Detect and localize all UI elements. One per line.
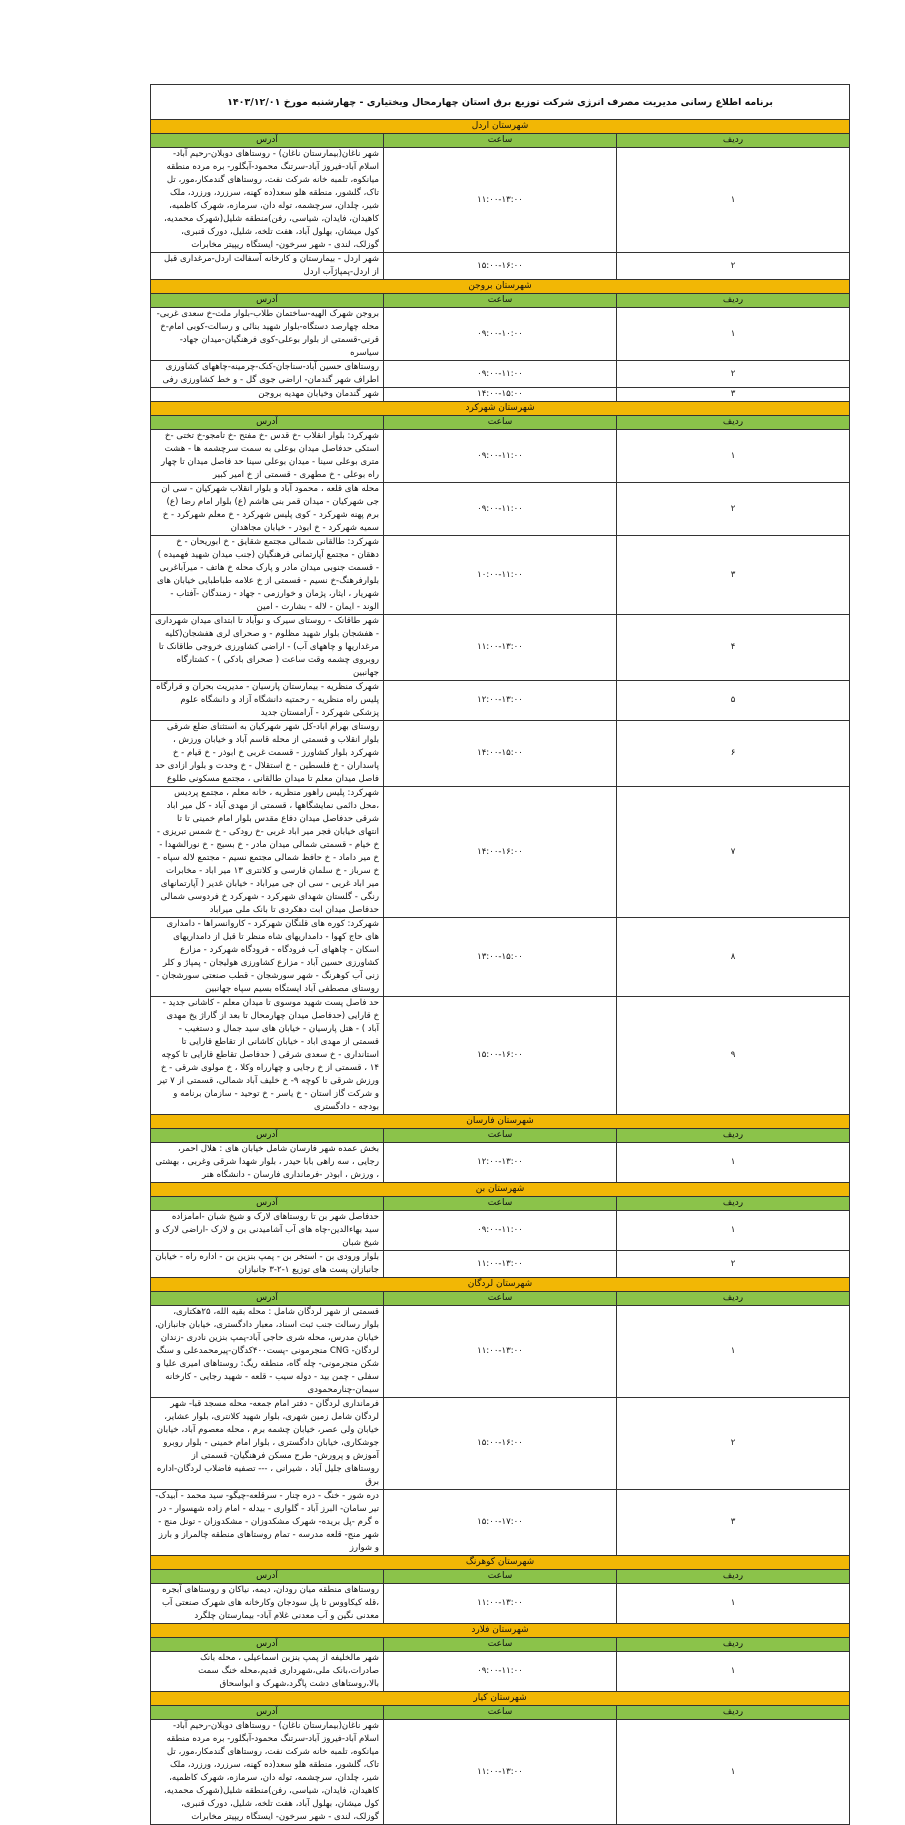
table-row	[151, 681, 850, 721]
header-radif: ردیف	[617, 1129, 850, 1143]
outage-time: ۱۲:۰۰-۱۳:۰۰	[384, 681, 617, 721]
table-row	[151, 918, 850, 997]
table-row	[151, 1490, 850, 1556]
table-row	[151, 308, 850, 361]
outage-address: شهر اردل - بیمارستان و کارخانه آسفالت اردل-مرغداری قبل از اردل-پمپاژآب اردل	[151, 253, 384, 280]
outage-time: ۱۴:۰۰-۱۶:۰۰	[384, 787, 617, 918]
city-section-row	[151, 120, 850, 134]
city-name: شهرستان لردگان	[151, 1278, 850, 1292]
column-header-row	[151, 1197, 850, 1211]
outage-address: روستاهای منطقه میان رودان، دیمه، نیاکان و روستاهای آبجره ،قله کیکاووس تا پل سودجان وکارخانه های شهرک صنعتی آب معدنی نگین و آب معدنی غلام آباد- بیمارستان چلگرد	[151, 1584, 384, 1624]
header-address: آدرس	[151, 294, 384, 308]
outage-address: شهر طاقانک - روستای سیرک و نوآباد تا ابتدای میدان شهرداری - هفشجان بلوار شهید مظلوم - و صحرای لری هفشجان(کلیه مرغداریها و چاههای آب) - اراضی کشاورزی خروجی طاقانک تا روبروی چشمه وقت ساعت ( صحرای بادکی ) - کشتارگاه جهانبین	[151, 615, 384, 681]
outage-address: شهرکرد: پلیس راهور منظریه ، خانه معلم ، مجتمع پردیس ،محل دائمی نمایشگاهها ، قسمتی از مهدی آباد - کل میر اباد شرقی حدفاصل میدان دفاع مقدس بلوار امام خمینی تا تا انتهای خیابان فجر میر اباد غربی -خ رودکی - خ شمس تبریزی - خ خیام - قسمتی شمالی میدان مادر - خ بسیج - خ نورالشهدا - خ میر داماد - خ حافظ شمالی مجتمع نسیم - مجتمع لاله سپاه - خ سرباز - خ سلمان فارسی و کلانتری ۱۳ میر اباد - مخابرات میر اباد غربی - سی ان جی میراباد - خیابان غدیر ( آپارتمانهای رنگی - گلستان شهدای شهرکرد - شهرکرد خ فردوسی شمالی حدفاصل میدان ابت دهکردی تا بانک ملی میراباد	[151, 787, 384, 918]
city-name: شهرستان کیار	[151, 1692, 850, 1706]
header-address: آدرس	[151, 1197, 384, 1211]
outage-time: ۱۱:۰۰-۱۳:۰۰	[384, 1251, 617, 1278]
outage-address: روستاهای حسین آباد-سناجان-کنک-چرمینه-چاههای کشاورزی اطراف شهر گندمان- اراضی جوی گل - و خط کشاورزی رفی	[151, 361, 384, 388]
header-radif: ردیف	[617, 1570, 850, 1584]
header-radif: ردیف	[617, 134, 850, 148]
table-row	[151, 483, 850, 536]
outage-address: دره شور - خنگ - دره چنار - سرقلعه-چیگو- سید محمد - آبیدک- تیر سامان- البرز آباد - گلواری - بیدله - امام زاده شهسوار - در ه گرم -پل بریده- شهرک مشکدوزان - مشکدوزان - تونل منج - شهر منج- قلعه مدرسه - تمام روستاهای منطقه چالمراز و بارز و شوارز	[151, 1490, 384, 1556]
header-address: آدرس	[151, 416, 384, 430]
outage-time: ۱۳:۰۰-۱۵:۰۰	[384, 918, 617, 997]
row-number: ۱	[617, 148, 850, 253]
header-address: آدرس	[151, 1706, 384, 1720]
row-number: ۳	[617, 536, 850, 615]
city-name: شهرستان فارسان	[151, 1115, 850, 1129]
title-row	[151, 85, 850, 120]
table-row	[151, 361, 850, 388]
row-number: ۱	[617, 308, 850, 361]
outage-time: ۱۵:۰۰-۱۶:۰۰	[384, 1398, 617, 1490]
row-number: ۸	[617, 918, 850, 997]
table-row	[151, 1251, 850, 1278]
header-address: آدرس	[151, 1638, 384, 1652]
outage-time: ۰۹:۰۰-۱۱:۰۰	[384, 361, 617, 388]
header-address: آدرس	[151, 134, 384, 148]
table-row	[151, 388, 850, 402]
outage-time: ۱۵:۰۰-۱۷:۰۰	[384, 1490, 617, 1556]
row-number: ۳	[617, 1490, 850, 1556]
header-time: ساعت	[384, 1129, 617, 1143]
outage-address: محله های قلعه ، محمود آباد و بلوار انقلاب شهرکیان - سی ان جی شهرکیان - میدان قمر بنی هاشم (ع) بلوار امام رضا (ع) برم پهنه شهرکرد - کوی پلیس شهرکرد - خ معلم شهرکرد - خ سمیه شهرکرد - خ ابوذر - خیابان مجاهدان	[151, 483, 384, 536]
column-header-row	[151, 1129, 850, 1143]
row-number: ۴	[617, 615, 850, 681]
column-header-row	[151, 134, 850, 148]
row-number: ۱	[617, 1211, 850, 1251]
row-number: ۹	[617, 997, 850, 1115]
header-radif: ردیف	[617, 1292, 850, 1306]
outage-time: ۱۱:۰۰-۱۳:۰۰	[384, 1306, 617, 1398]
city-name: شهرستان کوهرنگ	[151, 1556, 850, 1570]
row-number: ۲	[617, 253, 850, 280]
row-number: ۳	[617, 388, 850, 402]
outage-time: ۱۲:۰۰-۱۳:۰۰	[384, 1143, 617, 1183]
city-section-row	[151, 1556, 850, 1570]
table-row	[151, 721, 850, 787]
row-number: ۲	[617, 1251, 850, 1278]
header-address: آدرس	[151, 1129, 384, 1143]
outage-address: شهرکرد: بلوار انقلاب -خ قدس -خ مفتح -خ تامجو-خ تختی -خ استکی حدفاصل میدان بوعلی به سمت سرچشمه ها - هشت متری بوعلی سینا - میدان بوعلی سینا حد فاصل میدان تا چهار راه بوعلی - خ مطهری - قسمتی از خ امیر کبیر	[151, 430, 384, 483]
outage-time: ۰۹:۰۰-۱۱:۰۰	[384, 1652, 617, 1692]
city-name: شهرستان فلارد	[151, 1624, 850, 1638]
table-row	[151, 1211, 850, 1251]
header-radif: ردیف	[617, 1706, 850, 1720]
outage-time: ۰۹:۰۰-۱۱:۰۰	[384, 483, 617, 536]
row-number: ۱	[617, 430, 850, 483]
table-row	[151, 1398, 850, 1490]
header-time: ساعت	[384, 1706, 617, 1720]
header-radif: ردیف	[617, 294, 850, 308]
city-section-row	[151, 402, 850, 416]
column-header-row	[151, 1706, 850, 1720]
row-number: ۵	[617, 681, 850, 721]
row-number: ۶	[617, 721, 850, 787]
column-header-row	[151, 1638, 850, 1652]
header-address: آدرس	[151, 1570, 384, 1584]
city-name: شهرستان بن	[151, 1183, 850, 1197]
header-address: آدرس	[151, 1292, 384, 1306]
outage-address: بخش عمده شهر فارسان شامل خیابان های : هلال احمر، رجایی ، سه راهی بابا حیدر ، بلوار شهدا شرقی وغربی ، بهشتی ، ورزش ، ابوذر -فرمانداری فارسان - دانشگاه هنر	[151, 1143, 384, 1183]
city-section-row	[151, 280, 850, 294]
outage-address: شهر ناغان(بیمارستان ناغان) - روستاهای دوبلان-رحیم آباد-اسلام آباد-فیروز آباد-سرتنگ محمود-آبگلور- بره مرده منطقه میانکوه، تلمبه خانه شرکت نفت، روستاهای گندمکار،مور، تل تاک، گلشور، منطقه هلو سعد(ده کهنه، سرزرد، ورزرد، ملک شیر، چلدان، سرچشمه، توله دان، سرمازه، شهرک کاظمیه، کاهیدان، فایدان، شیاسی، رفن)منطقه شلیل(شهرک محمدیه، کول میشان، بهلول آباد، هفت تلخه، شلیل، دورک قنبری، گوزلک، لندی - شهر سرخون- ایستگاه ریپیتر مخابرات	[151, 148, 384, 253]
outage-address: قسمتی از شهر لردگان شامل : محله بقیه الله، ۲۵هکتاری، بلوار رسالت جنب ثبت اسناد، معبار دادگستری، خیابان جانبازان، خیابان مدرس، محله شری حاجی آباد-پمپ بنزین نادری -زندان لردگان- CNG منجرمونی -پست۴۰۰کدگان-پیرمحمدعلی و سنگ شکن منجرمونی- چله گاه، منطقه ریگ: روستاهای امیری علیا و سفلی - چمن بید - دوله سیب - قلعه - شهید رجایی - کارخانه سیمان-چنارمحمودی	[151, 1306, 384, 1398]
schedule-table	[150, 84, 850, 1825]
outage-address: شهرکرد: کوره های قلنگان شهرکرد - کاروانسراها - دامداری های حاج کهوا - دامداریهای شاه منظر تا قبل از دامداریهای اسکان - چاههای آب فرودگاه - فرودگاه شهرکرد - مزارع کشاورزی حسین آباد - مزارع کشاورزی هولیجان - پمپاژ و کلر زنی آب کوهرنگ - شهر سورشجان - قطب صنعتی سورشجان - روستای مصطفی آباد ایستگاه بسیم سپاه جهانبین	[151, 918, 384, 997]
row-number: ۱	[617, 1720, 850, 1825]
city-name: شهرستان شهرکرد	[151, 402, 850, 416]
outage-address: حدفاصل شهر بن تا روستاهای لارک و شیخ شبان -امامزاده سید بهاءالدین-چاه های آب آشامیدنی بن و لارک -اراضی لارک و شیخ شبان	[151, 1211, 384, 1251]
outage-time: ۱۱:۰۰-۱۳:۰۰	[384, 148, 617, 253]
header-time: ساعت	[384, 134, 617, 148]
column-header-row	[151, 1292, 850, 1306]
row-number: ۱	[617, 1652, 850, 1692]
header-radif: ردیف	[617, 416, 850, 430]
schedule-document	[150, 84, 850, 1825]
table-row	[151, 1584, 850, 1624]
outage-time: ۱۵:۰۰-۱۶:۰۰	[384, 997, 617, 1115]
city-section-row	[151, 1115, 850, 1129]
outage-time: ۱۱:۰۰-۱۳:۰۰	[384, 615, 617, 681]
header-time: ساعت	[384, 294, 617, 308]
table-row	[151, 1720, 850, 1825]
table-row	[151, 148, 850, 253]
outage-time: ۱۵:۰۰-۱۶:۰۰	[384, 253, 617, 280]
column-header-row	[151, 416, 850, 430]
outage-address: شهرکرد: طالقانی شمالی مجتمع شقایق - خ ابوریحان - خ دهقان - مجتمع آپارتمانی فرهنگیان (جنب میدان شهید فهمیده ) - قسمت جنوبی میدان مادر و پارک محله خ هاتف - میرآباغربی بلوارفرهنگ-خ نسیم - قسمتی از خ علامه طباطبایی خیابان های شهریار ، ایثار، پژمان و خوارزمی - جهاد - زمندگان -آفتاب - الوند - ایمان - لاله - بشارت - امین	[151, 536, 384, 615]
header-radif: ردیف	[617, 1638, 850, 1652]
table-row	[151, 615, 850, 681]
outage-time: ۱۱:۰۰-۱۳:۰۰	[384, 1584, 617, 1624]
header-time: ساعت	[384, 1570, 617, 1584]
row-number: ۱	[617, 1306, 850, 1398]
outage-address: روستای بهرام اباد-کل شهر شهرکیان به استثنای ضلع شرقی بلوار انقلاب و قسمتی از محله قاسم آباد و خیابان ورزش ، شهرکرد بلوار کشاورز - قسمت غربی خ ابوذر - خ قیام - خ پاسداران - خ فلسطین - خ استقلال - خ وحدت و بلوار ازادی حد فاصل میدان معلم تا میدان طالقانی ، مجتمع مسکونی طلوع	[151, 721, 384, 787]
city-section-row	[151, 1624, 850, 1638]
outage-address: بلوار ورودی بن - استخر بن - پمپ بنزین بن - اداره راه - خیابان جانبازان پست های توزیع ۱-۲-۳ جانبازان	[151, 1251, 384, 1278]
row-number: ۱	[617, 1143, 850, 1183]
outage-time: ۰۹:۰۰-۱۱:۰۰	[384, 1211, 617, 1251]
outage-address: شهر ناغان(بیمارستان ناغان) - روستاهای دوبلان-رحیم آباد-اسلام آباد-فیروز آباد-سرتنگ محمود-آبگلور- بره مرده منطقه میانکوه، تلمبه خانه شرکت نفت، روستاهای گندمکار،مور، تل تاک، گلشور، منطقه هلو سعد(ده کهنه، سرزرد، ورزرد، ملک شیر، چلدان، سرچشمه، توله دان، سرمازه، شهرک کاظمیه، کاهیدان، فایدان، شیاسی، رفن)منطقه شلیل(شهرک محمدیه، کول میشان، بهلول آباد، هفت تلخه، شلیل، دورک قنبری، گوزلک، لندی - شهر سرخون- ایستگاه ریپیتر مخابرات	[151, 1720, 384, 1825]
table-row	[151, 430, 850, 483]
table-row	[151, 787, 850, 918]
outage-address: شهرک منظریه - بیمارستان پارسیان - مدیریت بحران و قرارگاه پلیس راه منظریه - رحمتیه دانشگاه آزاد و دانشگاه علوم پزشکی شهرکرد - آرامستان جدید	[151, 681, 384, 721]
table-row	[151, 997, 850, 1115]
row-number: ۲	[617, 361, 850, 388]
city-name: شهرستان اردل	[151, 120, 850, 134]
row-number: ۷	[617, 787, 850, 918]
outage-time: ۱۰:۰۰-۱۱:۰۰	[384, 536, 617, 615]
outage-address: حد فاصل پست شهید موسوی تا میدان معلم - کاشانی جدید - خ قارایی (حدفاصل میدان چهارمحال تا بعد از گاراژ یخ مهدی آباد ) - هتل پارسیان - خیابان های سید جمال و دستغیب - قسمتی از مهدی اباد - خیابان کاشانی از تقاطع قارایی تا استانداری - خ سعدی شرقی ( حدفاصل تقاطع قارایی تا کوچه ۱۴ ، قسمتی از خ رجایی و چهارراه وکلا ، خ مولوی شرقی - خ ورزش شرقی تا کوچه ۹- خ خلیف آباد شمالی، قسمتی از ۷ تیر و شرکت گاز استان - خ یاسر - خ توحید - سازمان برنامه و بودجه - دادگستری	[151, 997, 384, 1115]
row-number: ۲	[617, 483, 850, 536]
outage-address: شهر مالخلیفه از پمپ بنزین اسماعیلی ، محله بانک صادرات،بانک ملی،شهرداری قدیم،محله خنگ سمت بالا،روستاهای دشت پاگرد،شهرک و ابواسحاق	[151, 1652, 384, 1692]
outage-address: فرمانداری لردگان - دفتر امام جمعه- محله مسجد قبا- شهر لردگان شامل زمین شهری، بلوار شهید کلانتری، بلوار عشایر، خیابان ولی عصر، خیابان چشمه برم ، محله معصوم آباد، خیابان جوشکاری، خیابان دادگستری ، بلوار امام خمینی - بلوار روبرو آموزش و پرورش- طرح مسکن فرهنگیان- قسمتی از روستاهای جلیل آباد ، شیرانی ، --- تصفیه فاضلاب لردگان-اداره برق	[151, 1398, 384, 1490]
outage-address: بروجن شهرک الهیه-ساختمان طلاب-بلوار ملت-خ سعدی غربی-محله چهارصد دستگاه-بلوار شهید بنائی و رسالت-کوبی امام-خ قرنی-قسمتی از بلوار بوعلی-کوی فرهنگیان-میدان جهاد- سیاسره	[151, 308, 384, 361]
table-row	[151, 253, 850, 280]
column-header-row	[151, 1570, 850, 1584]
row-number: ۲	[617, 1398, 850, 1490]
header-time: ساعت	[384, 1292, 617, 1306]
table-row	[151, 1306, 850, 1398]
header-radif: ردیف	[617, 1197, 850, 1211]
row-number: ۱	[617, 1584, 850, 1624]
outage-time: ۱۴:۰۰-۱۵:۰۰	[384, 721, 617, 787]
outage-address: شهر گندمان وخیابان مهدیه بروجن	[151, 388, 384, 402]
table-row	[151, 1652, 850, 1692]
city-section-row	[151, 1692, 850, 1706]
outage-time: ۱۱:۰۰-۱۳:۰۰	[384, 1720, 617, 1825]
column-header-row	[151, 294, 850, 308]
outage-time: ۰۹:۰۰-۱۱:۰۰	[384, 430, 617, 483]
outage-time: ۱۴:۰۰-۱۵:۰۰	[384, 388, 617, 402]
outage-time: ۰۹:۰۰-۱۰:۰۰	[384, 308, 617, 361]
table-row	[151, 536, 850, 615]
table-row	[151, 1143, 850, 1183]
page-title: برنامه اطلاع رسانی مدیریت مصرف انرژی شرکت توزیع برق استان چهارمحال وبختیاری - چهارشنبه مورخ ۱۴۰۳/۱۲/۰۱	[151, 85, 850, 120]
city-section-row	[151, 1183, 850, 1197]
header-time: ساعت	[384, 1638, 617, 1652]
header-time: ساعت	[384, 1197, 617, 1211]
city-name: شهرستان بروجن	[151, 280, 850, 294]
header-time: ساعت	[384, 416, 617, 430]
